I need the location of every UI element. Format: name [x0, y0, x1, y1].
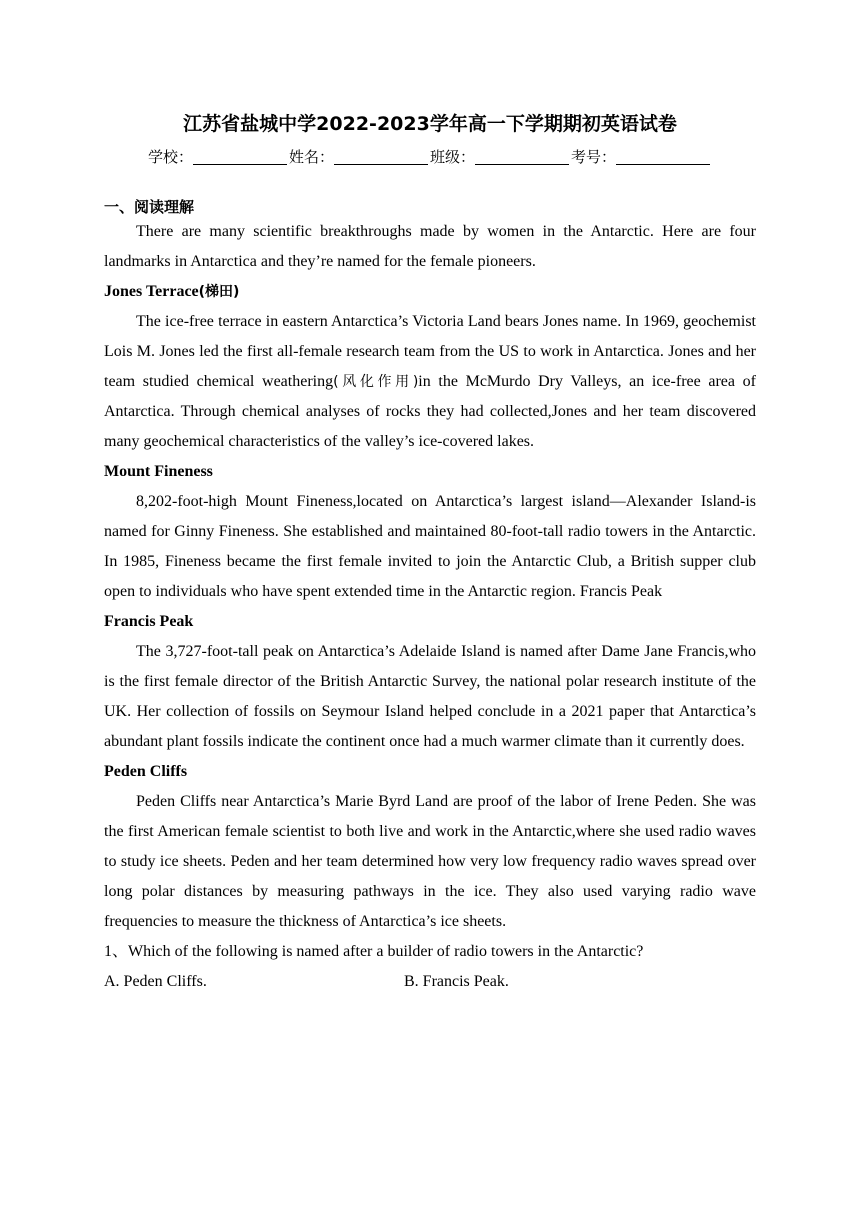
heading-jones-terrace-en: Jones Terrace [104, 283, 199, 300]
school-label: 学校： [147, 148, 193, 166]
paragraph-francis-peak: The 3,727-foot-tall peak on Antarctica’s Adelaide Island is named after Dame Jane Francis,who is the first female director of the British Antarctic Survey, the national polar research institute of the UK. Her collection of fossils on Seymour Island helped conclude in a 2021 paper that Antarctica’s abundant plant fossils indicate the continent once had a much warmer climate than it currently does. [104, 643, 756, 750]
heading-mount-fineness: Mount Fineness [104, 463, 213, 480]
question-1-options [104, 967, 756, 997]
question-1-stem: 1、Which of the following is named after a builder of radio towers in the Antarctic? [104, 943, 644, 960]
heading-jones-terrace [104, 277, 756, 307]
student-info-line [104, 145, 756, 169]
heading-peden-cliffs: Peden Cliffs [104, 763, 188, 780]
question-1-option-b: B. Francis Peak. [404, 973, 509, 990]
question-1-option-a: A. Peden Cliffs. [104, 973, 207, 990]
paragraph-mount-fineness: 8,202-foot-high Mount Fineness,located on Antarctica’s largest island—Alexander Island-is named for Ginny Fineness. She established and maintained 80-foot-tall radio towers in the Antarctic. In 1985, Fineness became the first female invited to join the Antarctic Club, a British supper club open to individuals who have spent extended time in the Antarctic region. Francis Peak [104, 493, 756, 600]
reading-passage [104, 217, 756, 997]
paragraph-jones-terrace [104, 307, 756, 457]
name-blank [334, 148, 428, 165]
name-label: 姓名： [288, 148, 334, 166]
exam-number-blank [616, 148, 710, 165]
intro-paragraph: There are many scientific breakthroughs made by women in the Antarctic. Here are four landmarks in Antarctica and they’re named for the female pioneers. [104, 223, 756, 270]
section-title: 一、阅读理解 [104, 198, 195, 216]
class-label: 班级： [430, 148, 476, 166]
heading-francis-peak: Francis Peak [104, 613, 194, 630]
paragraph-peden-cliffs: Peden Cliffs near Antarctica’s Marie Byrd Land are proof of the labor of Irene Peden. She was the first American female scientist to both live and work in the Antarctic,where she used radio waves to study ice sheets. Peden and her team determined how very low frequency radio waves spread over long polar distances by measuring pathways in the ice. They also used varying radio wave frequencies to measure the thickness of Antarctica’s ice sheets. [104, 793, 756, 930]
class-blank [475, 148, 569, 165]
jones-text-b: in the McMurdo Dry Valleys, an ice-free area of Antarctica. Through chemical analyses of rocks they had collected,Jones and her team discovered many geochemical characteristics of the valley’s ice-covered lakes. [104, 373, 756, 450]
jones-text-a: The ice-free terrace in eastern Antarctica’s Victoria Land bears Jones name. In 1969, geochemist Lois M. Jones led the first all-female research team from the US to work in Antarctica. Jones and her team studied chemical weathering [104, 313, 756, 390]
exam-title: 江苏省盐城中学2022-2023学年高一下学期期初英语试卷 [183, 113, 677, 135]
heading-jones-terrace-cn: (梯田) [198, 284, 240, 300]
exam-number-label: 考号： [571, 148, 617, 166]
school-blank [193, 148, 287, 165]
jones-text-cn: (风化作用) [333, 374, 419, 390]
